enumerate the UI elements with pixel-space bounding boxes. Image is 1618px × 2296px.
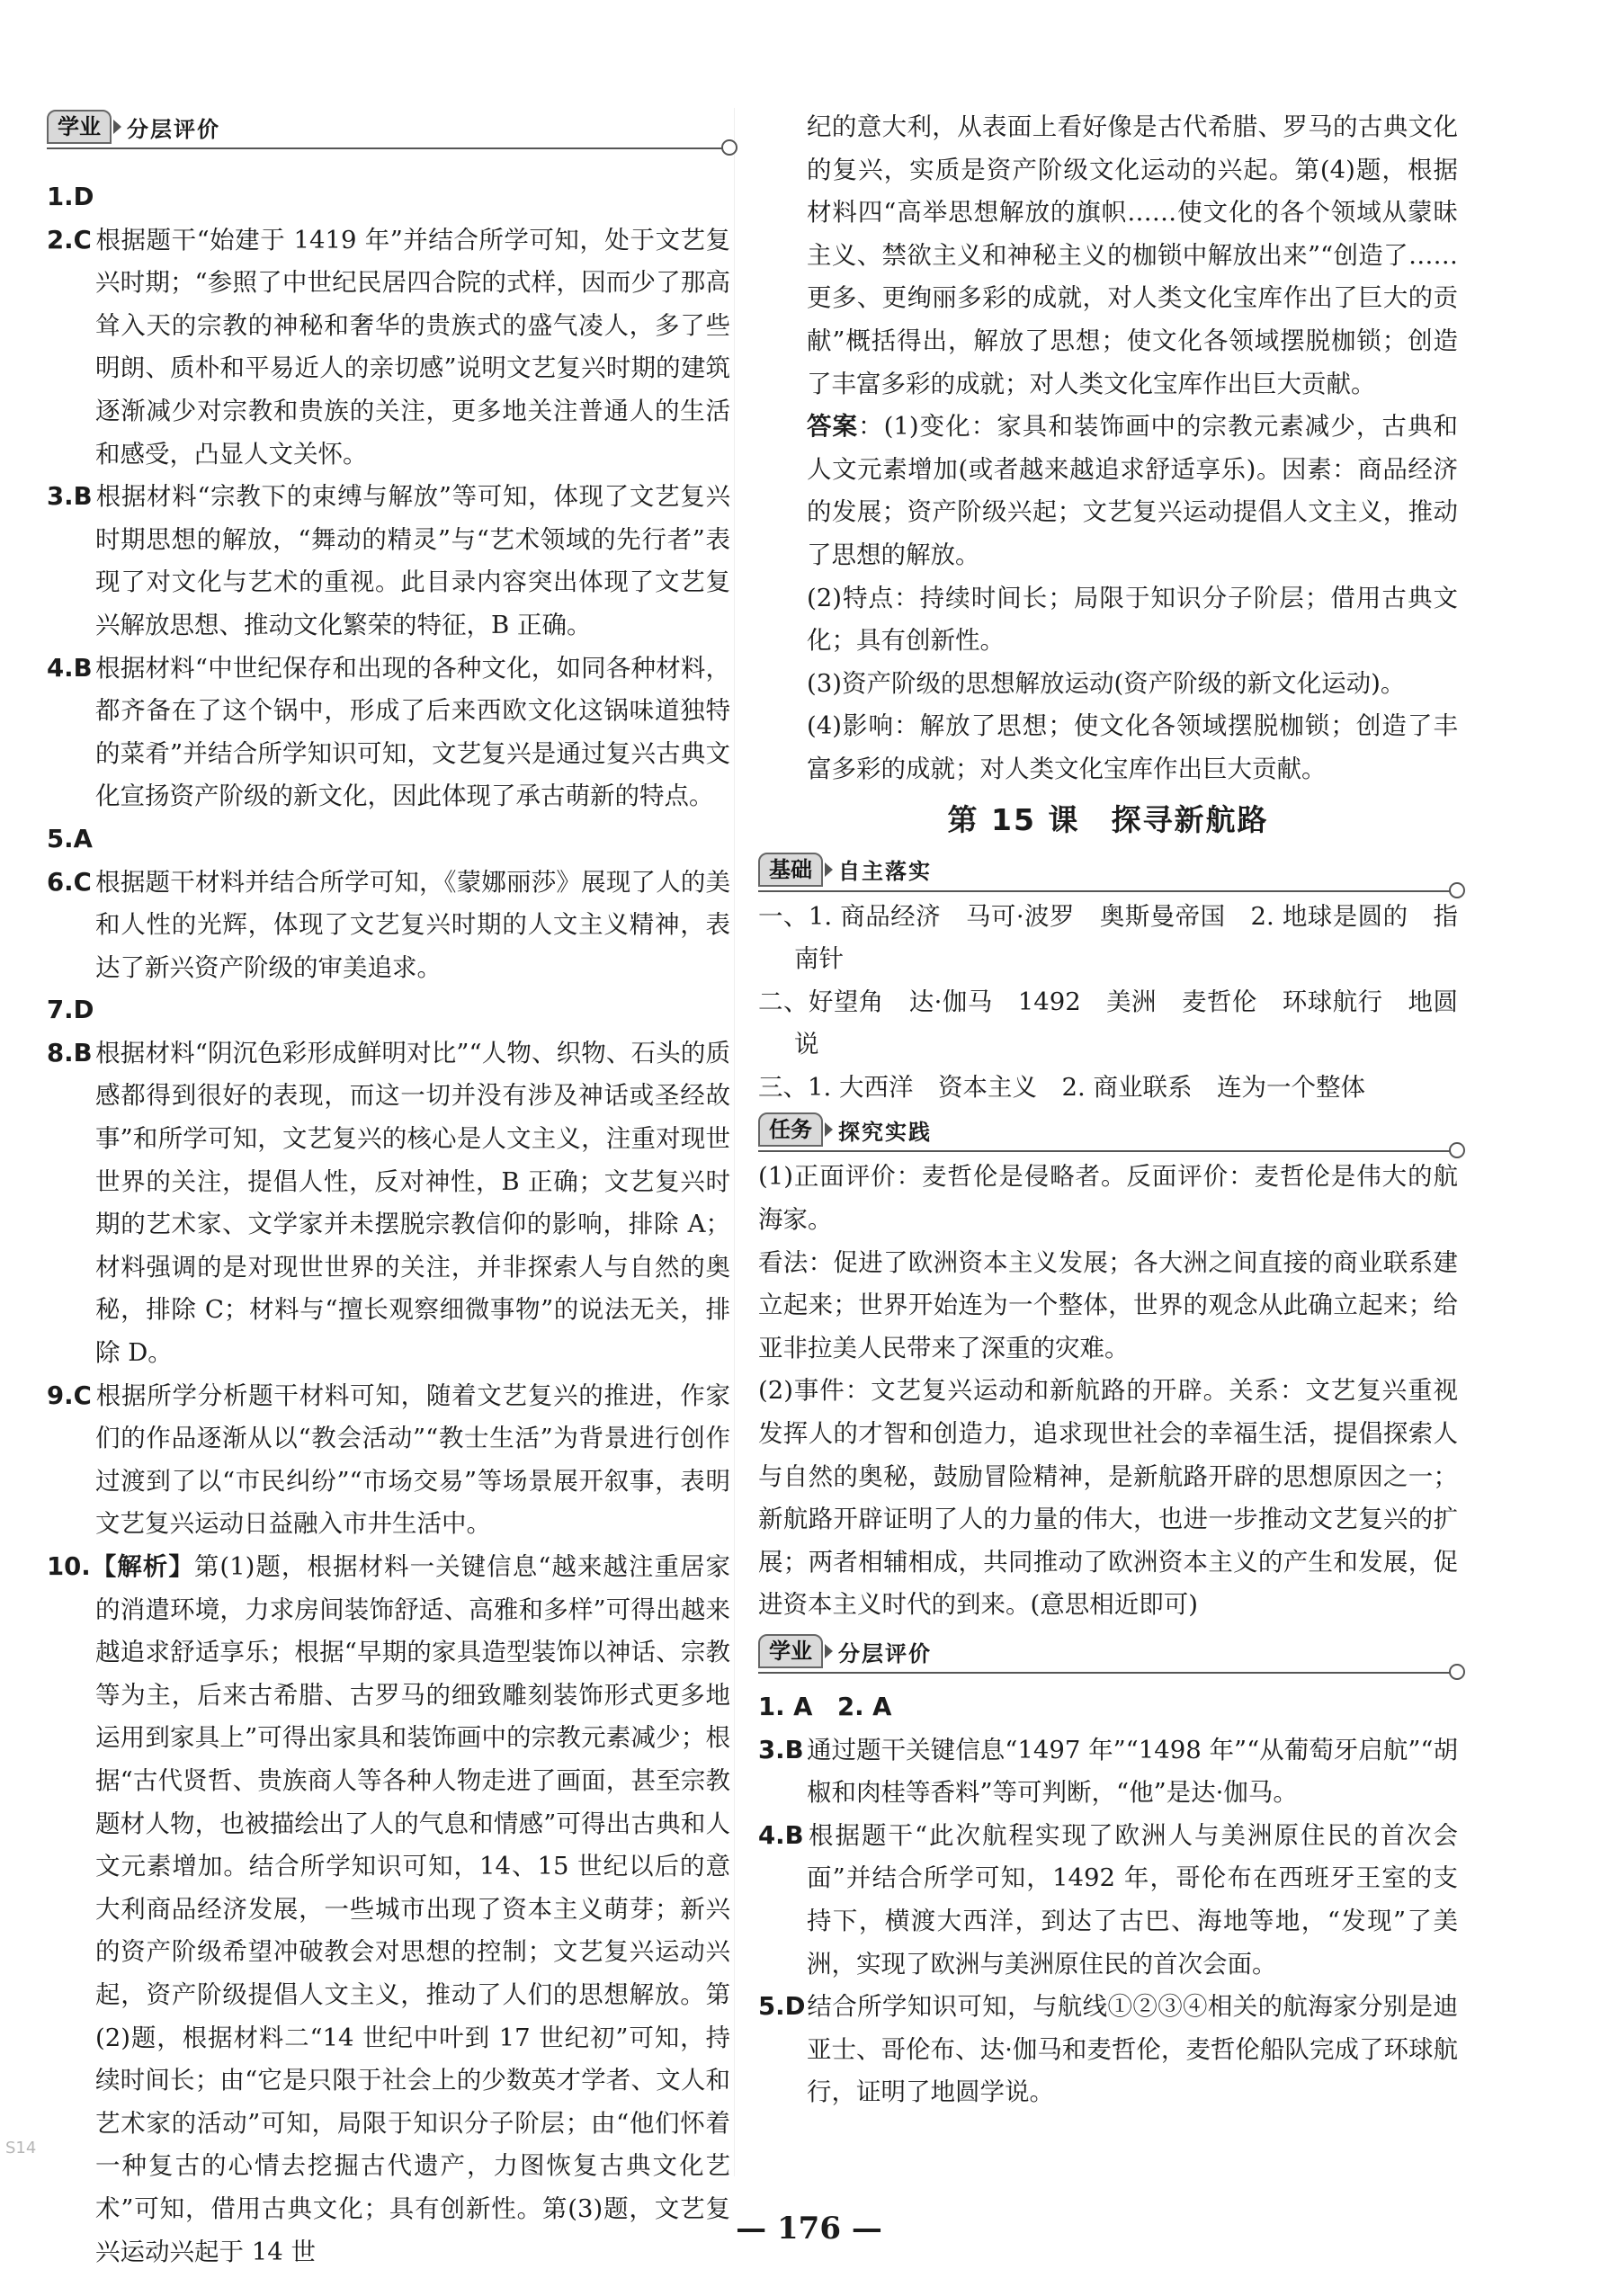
left-column [47, 176, 730, 2274]
circle-end-icon [1449, 1142, 1465, 1158]
answer-item-8: 8.B 根据材料“阴沉色彩形成鲜明对比”“人物、织物、石头的质感都得到很好的表现，而这一切并没有涉及神话或圣经故事”和所学可知，文艺复兴的核心是人文主义，注重对现世世界的关注，提倡人性，反对神性，B 正确；文艺复兴时期的艺术家、文学家并未摆脱宗教信仰的影响，排除 A；材料强调的是对现世世界的关注，并非探索人与自然的奥秘，排除 C；材料与“擅长观察细微事物”的说法无关，排除 D。 [47, 1038, 730, 1368]
answer-part-4: (4)影响：解放了思想；使文化各领域摆脱枷锁；创造了丰富多彩的成就；对人类文化宝库作出巨大贡献。 [807, 711, 1458, 783]
section-header-study-eval [47, 106, 730, 149]
answer-part-2: (2)特点：持续时间长；局限于知识分子阶层；借用古典文化；具有创新性。 [807, 583, 1458, 656]
answer-part-3: (3)资产阶级的思想解放运动(资产阶级的新文化运动)。 [807, 668, 1406, 698]
task-line-2: 看法：促进了欧洲资本主义发展；各大洲之间直接的商业联系建立起来；世界开始连为一个整体，世界的观念从此确立起来；给亚非拉美人民带来了深重的灾难。 [758, 1247, 1458, 1362]
side-mark: S14 [5, 2139, 37, 2158]
answer-item-3: 3.B 根据材料“宗教下的束缚与解放”等可知，体现了文艺复兴时期思想的解放，“舞动的精灵”与“艺术领域的先行者”表现了对文化与艺术的重视。此目录内容突出体现了文艺复兴解放思想、推动文化繁荣的特征，B 正确。 [47, 482, 730, 639]
basic-line-2: 二、好望角 达·伽马 1492 美洲 麦哲伦 环球航行 地圆说 [758, 987, 1458, 1059]
page-number: — 176 — [736, 2211, 882, 2247]
arrow-icon [825, 862, 833, 877]
section-header-task [758, 1109, 1458, 1156]
answer-item-6: 6.C 根据题干材料并结合所学可知，《蒙娜丽莎》展现了人的美和人性的光辉，体现了文艺复兴时期的人文主义精神，表达了新兴资产阶级的审美追求。 [47, 867, 730, 982]
section-tab: 基础 [758, 853, 823, 887]
section-title: 自主落实 [838, 859, 932, 884]
answer-item-5: 5.A [47, 824, 93, 853]
right-column [758, 106, 1458, 2114]
answer-item-7: 7.D [47, 996, 94, 1025]
answer-item-2: 2.C 根据题干“始建于 1419 年”并结合所学可知，处于文艺复兴时期；“参照了中世纪民居四合院的式样，因而少了那高耸入天的宗教的神秘和奢华的贵族式的盛气凌人，多了些明朗、质朴和平易近人的亲切感”说明文艺复兴时期的建筑逐渐减少对宗教和贵族的关注，更多地关注普通人的生活和感受，凸显人文关怀。 [47, 225, 730, 469]
section-tab: 学业 [758, 1634, 823, 1668]
answer-item-3: 3.B 通过题干关键信息“1497 年”“1498 年”“从葡萄牙启航”“胡椒和肉桂等香料”等可判断，“他”是达·伽马。 [758, 1735, 1458, 1808]
answer-item-4: 4.B 根据题干“此次航程实现了欧洲人与美洲原住民的首次会面”并结合所学可知，1492 年，哥伦布在西班牙王室的支持下，横渡大西洋，到达了古巴、海地等地，“发现”了美洲，实现了欧洲与美洲原住民的首次会面。 [758, 1820, 1458, 1979]
section-tab: 学业 [47, 110, 112, 144]
arrow-icon [113, 120, 121, 134]
basic-line-3: 三、1. 大西洋 资本主义 2. 商业联系 连为一个整体 [758, 1072, 1365, 1102]
basic-line-1: 一、1. 商品经济 马可·波罗 奥斯曼帝国 2. 地球是圆的 指南针 [758, 901, 1458, 974]
answer-item-1: 1.D [47, 183, 94, 211]
task-line-1: (1)正面评价：麦哲伦是侵略者。反面评价：麦哲伦是伟大的航海家。 [758, 1162, 1458, 1235]
section-title: 分层评价 [838, 1640, 932, 1666]
arrow-icon [825, 1122, 833, 1137]
section-header-basic [758, 849, 1458, 896]
analysis-continuation: 纪的意大利，从表面上看好像是古代希腊、罗马的古典文化的复兴，实质是资产阶级文化运动的兴起。第(4)题，根据材料四“高举思想解放的旗帜……使文化的各个领域从蒙昧主义、禁欲主义和神秘主义的枷锁中解放出来”“创造了……更多、更绚丽多彩的成就，对人类文化宝库作出了巨大的贡献”概括得出，解放了思想；使文化各领域摆脱枷锁；创造了丰富多彩的成就；对人类文化宝库作出巨大贡献。 [807, 112, 1458, 398]
answer-item-4: 4.B 根据材料“中世纪保存和出现的各种文化，如同各种材料，都齐备在了这个锅中，形成了后来西欧文化这锅味道独特的菜肴”并结合所学知识可知，文艺复兴是通过复兴古典文化宣扬资产阶级的新文化，因此体现了承古萌新的特点。 [47, 653, 730, 811]
arrow-icon [825, 1644, 833, 1658]
answer-item-5: 5.D结合所学知识可知，与航线①②③④相关的航海家分别是迪亚士、哥伦布、达·伽马和麦哲伦，麦哲伦船队完成了环球航行，证明了地圆学说。 [758, 1992, 1458, 2107]
section-tab: 任务 [758, 1112, 823, 1147]
circle-end-icon [1449, 882, 1465, 898]
task-line-3: (2)事件：文艺复兴运动和新航路的开辟。关系：文艺复兴重视发挥人的才智和创造力，追求现世社会的幸福生活，提倡探索人与自然的奥秘，鼓励冒险精神，是新航路开辟的思想原因之一；新航路开辟证明了人的力量的伟大，也进一步推动文艺复兴的扩展；两者相辅相成，共同推动了欧洲资本主义的产生和发展，促进资本主义时代的到来。(意思相近即可) [758, 1376, 1458, 1620]
column-divider [734, 108, 735, 2176]
section-title: 探究实践 [838, 1119, 932, 1145]
answer-item-9: 9.C 根据所学分析题干材料可知，随着文艺复兴的推进，作家们的作品逐渐从以“教会活动”“教士生活”为背景进行创作过渡到了以“市民纠纷”“市场交易”等场景展开叙事，表明文艺复兴运动日益融入市井生活中。 [47, 1380, 730, 1539]
section-title: 分层评价 [127, 116, 220, 142]
lesson-title: 第 15 课 探寻新航路 [947, 801, 1269, 837]
section-header-study-eval-2 [758, 1627, 1458, 1681]
circle-end-icon [721, 139, 737, 156]
answer-block: 答案：(1)变化：家具和装饰画中的宗教元素减少，古典和人文元素增加(或者越来越追求舒适享乐)。因素：商品经济的发展；资产阶级兴起；文艺复兴运动提倡人文主义，推动了思想的解放。 [807, 412, 1459, 569]
answer-item-10: 10.【解析】第(1)题，根据材料一关键信息“越来越注重居家的消遣环境，力求房间装饰舒适、高雅和多样”可得出越来越追求舒适享乐；根据“早期的家具造型装饰以神话、宗教等为主，后来古希腊、古罗马的细致雕刻装饰形式更多地运用到家具上”可得出家具和装饰画中的宗教元素减少；根据“古代贤哲、贵族商人等各种人物走进了画面，甚至宗教题材人物，也被描绘出了人的气息和情感”可得出古典和人文元素增加。结合所学知识可知，14、15 世纪以后的意大利商品经济发展，一些城市出现了资本主义萌芽；新兴的资产阶级希望冲破教会对思想的控制；文艺复兴运动兴起，资产阶级提倡人文主义，推动了人们的思想解放。第(2)题，根据材料二“14 世纪中叶到 17 世纪初”可知，持续时间长；由“它是只限于社会上的少数英才学者、文人和艺术家的活动”可知，局限于知识分子阶层；由“他们怀着一种复古的心情去挖掘古代遗产，力图恢复古典文化艺术”可知，借用古典文化；具有创新性。第(3)题，文艺复兴运动兴起于 14 世 [47, 1552, 730, 2266]
circle-end-icon [1449, 1664, 1465, 1680]
answer-items-1-2: 1. A 2. A [758, 1693, 892, 1721]
